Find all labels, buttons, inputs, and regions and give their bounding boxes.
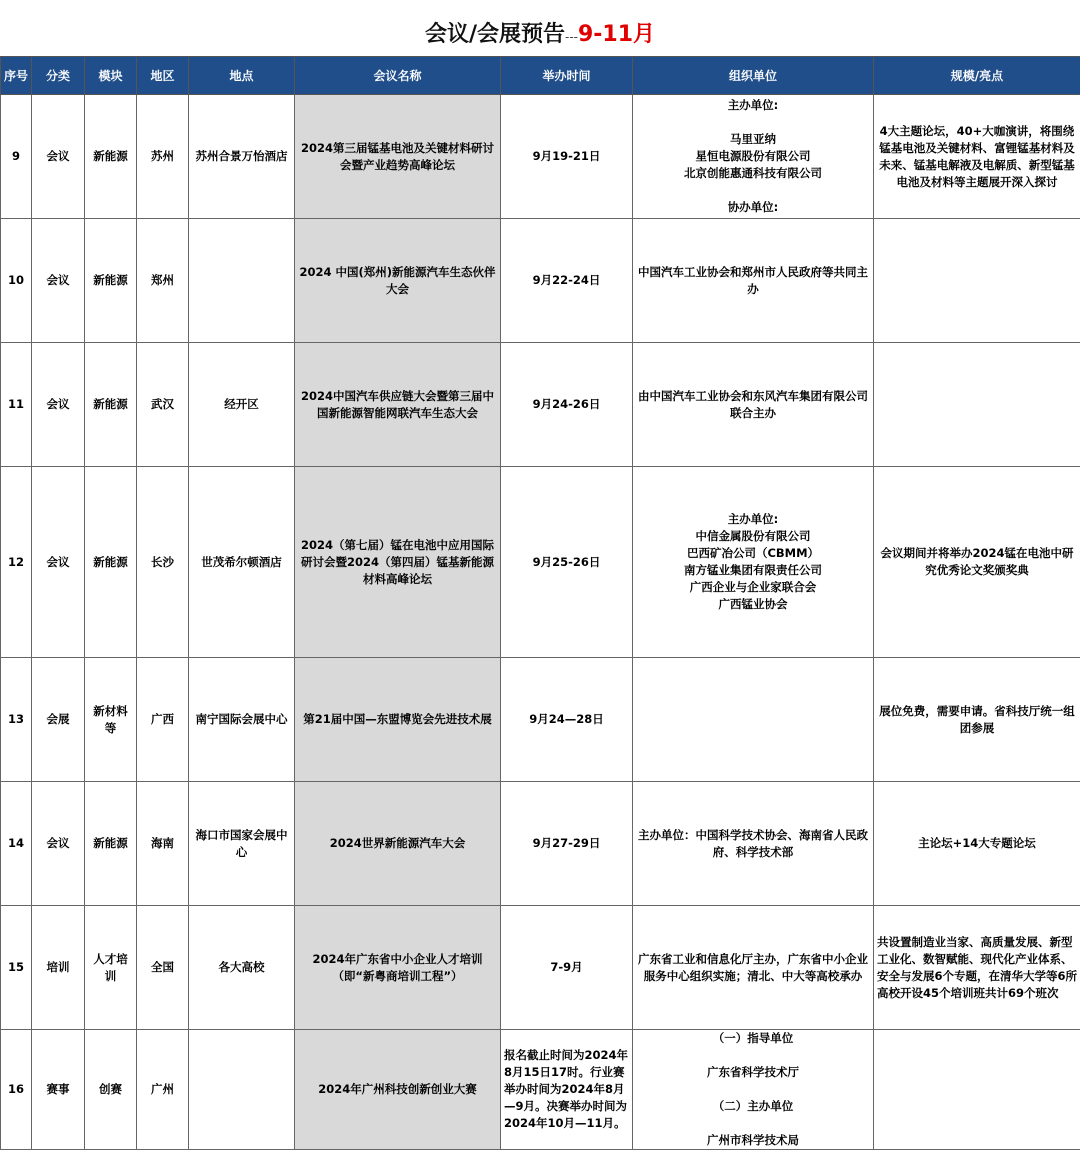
- cell-org: 中国汽车工业协会和郑州市人民政府等共同主办: [633, 219, 874, 343]
- cell-module: 新材料等: [85, 658, 137, 782]
- cell-module: 新能源: [85, 95, 137, 219]
- cell-highlight: [874, 343, 1080, 467]
- cell-venue: 经开区: [189, 343, 295, 467]
- col-header-highlight: 规模/亮点: [874, 57, 1080, 95]
- cell-venue: 苏州合景万怡酒店: [189, 95, 295, 219]
- cell-module: 创赛: [85, 1030, 137, 1150]
- org-line: [636, 1115, 870, 1132]
- cell-org: 由中国汽车工业协会和东风汽车集团有限公司联合主办: [633, 343, 874, 467]
- cell-module: 新能源: [85, 219, 137, 343]
- cell-module: 新能源: [85, 782, 137, 906]
- col-header-venue: 地点: [189, 57, 295, 95]
- cell-category: 会议: [32, 467, 85, 658]
- cell-region: 海南: [137, 782, 189, 906]
- cell-module: 新能源: [85, 467, 137, 658]
- cell-org: [633, 95, 874, 219]
- cell-time: 9月22-24日: [501, 219, 633, 343]
- org-line: 巴西矿冶公司（CBMM）: [686, 546, 820, 560]
- col-header-module: 模块: [85, 57, 137, 95]
- cell-no: 11: [1, 343, 32, 467]
- cell-module: 新能源: [85, 343, 137, 467]
- cell-no: 10: [1, 219, 32, 343]
- org-line: 北京创能惠通科技有限公司: [684, 166, 822, 180]
- cell-no: 14: [1, 782, 32, 906]
- org-line: [636, 1047, 870, 1064]
- col-header-org: 组织单位: [633, 57, 874, 95]
- org-line: （一）指导单位: [712, 1031, 794, 1045]
- cell-name: 2024（第七届）锰在电池中应用国际研讨会暨2024（第四届）锰基新能源材料高峰论坛: [295, 467, 501, 658]
- org-line: 广东省科学技术厅: [707, 1065, 799, 1079]
- org-line: 广州市科学技术局: [707, 1133, 799, 1147]
- cell-name: 2024年广东省中小企业人才培训（即“新粤商培训工程”）: [295, 906, 501, 1030]
- table-row: [1, 343, 1080, 467]
- col-header-time: 举办时间: [501, 57, 633, 95]
- cell-highlight: 会议期间并将举办2024锰在电池中研究优秀论文奖颁奖典: [874, 467, 1080, 658]
- org-line: 广西企业与企业家联合会: [689, 580, 817, 594]
- col-header-region: 地区: [137, 57, 189, 95]
- cell-time: 9月27-29日: [501, 782, 633, 906]
- org-line: （二）主办单位: [712, 1099, 794, 1113]
- cell-time: 9月24—28日: [501, 658, 633, 782]
- org-line: 主办单位:: [727, 98, 779, 112]
- cell-category: 会议: [32, 219, 85, 343]
- cell-no: 12: [1, 467, 32, 658]
- org-line: 中信金属股份有限公司: [695, 529, 811, 543]
- table-row: [1, 782, 1080, 906]
- cell-no: 16: [1, 1030, 32, 1150]
- cell-category: 会议: [32, 782, 85, 906]
- cell-venue: 各大高校: [189, 906, 295, 1030]
- title-main: 会议/会展预告: [424, 22, 565, 47]
- cell-category: 培训: [32, 906, 85, 1030]
- cell-region: 全国: [137, 906, 189, 1030]
- cell-region: 广州: [137, 1030, 189, 1150]
- table-row: [1, 95, 1080, 219]
- org-line: 星恒电源股份有限公司: [695, 149, 811, 163]
- cell-region: 广西: [137, 658, 189, 782]
- cell-region: 苏州: [137, 95, 189, 219]
- cell-name: 2024年广州科技创新创业大赛: [295, 1030, 501, 1150]
- title-months: 9-11月: [577, 22, 656, 47]
- cell-org: [633, 658, 874, 782]
- title-separator: ---: [564, 30, 578, 44]
- col-header-name: 会议名称: [295, 57, 501, 95]
- org-line: [636, 114, 870, 131]
- cell-venue: [189, 219, 295, 343]
- cell-name: 第21届中国—东盟博览会先进技术展: [295, 658, 501, 782]
- org-line: 马里亚纳: [730, 132, 776, 146]
- table-row: [1, 658, 1080, 782]
- header-row: [1, 57, 1080, 95]
- cell-highlight: [874, 219, 1080, 343]
- org-line: 南方锰业集团有限责任公司: [684, 563, 822, 577]
- cell-venue: [189, 1030, 295, 1150]
- cell-highlight: [874, 1030, 1080, 1150]
- org-line: 协办单位:: [727, 200, 779, 214]
- cell-time: 9月25-26日: [501, 467, 633, 658]
- cell-venue: 南宁国际会展中心: [189, 658, 295, 782]
- cell-time: 7-9月: [501, 906, 633, 1030]
- cell-name: 2024 中国(郑州)新能源汽车生态伙伴大会: [295, 219, 501, 343]
- cell-org: 主办单位：中国科学技术协会、海南省人民政府、科学技术部: [633, 782, 874, 906]
- org-line: 广西锰业协会: [718, 597, 788, 611]
- cell-venue: 世茂希尔顿酒店: [189, 467, 295, 658]
- org-line: [636, 1081, 870, 1098]
- table-row: [1, 906, 1080, 1030]
- cell-highlight: 共设置制造业当家、高质量发展、新型工业化、数智赋能、现代化产业体系、安全与发展6个专题，在清华大学等6所高校开设45个培训班共计69个班次: [874, 906, 1080, 1030]
- cell-category: 会议: [32, 95, 85, 219]
- cell-highlight: 主论坛+14大专题论坛: [874, 782, 1080, 906]
- table-row: [1, 1030, 1080, 1150]
- page-title: [0, 0, 1080, 56]
- cell-time: 9月24-26日: [501, 343, 633, 467]
- org-line: [636, 182, 870, 199]
- table-row: [1, 467, 1080, 658]
- cell-name: 2024第三届锰基电池及关键材料研讨会暨产业趋势高峰论坛: [295, 95, 501, 219]
- cell-time: 9月19-21日: [501, 95, 633, 219]
- table-row: [1, 219, 1080, 343]
- cell-org: 广东省工业和信息化厅主办，广东省中小企业服务中心组织实施；清北、中大等高校承办: [633, 906, 874, 1030]
- events-table: [0, 56, 1080, 1150]
- cell-name: 2024世界新能源汽车大会: [295, 782, 501, 906]
- cell-region: 长沙: [137, 467, 189, 658]
- cell-time: 报名截止时间为2024年8月15日17时。行业赛举办时间为2024年8月—9月。决赛举办时间为2024年10月—11月。: [501, 1030, 633, 1150]
- cell-no: 15: [1, 906, 32, 1030]
- col-header-no: 序号: [1, 57, 32, 95]
- cell-no: 9: [1, 95, 32, 219]
- cell-org: [633, 467, 874, 658]
- cell-region: 郑州: [137, 219, 189, 343]
- cell-highlight: 展位免费，需要申请。省科技厅统一组团参展: [874, 658, 1080, 782]
- cell-no: 13: [1, 658, 32, 782]
- cell-module: 人才培训: [85, 906, 137, 1030]
- cell-venue: 海口市国家会展中心: [189, 782, 295, 906]
- cell-category: 会展: [32, 658, 85, 782]
- cell-name: 2024中国汽车供应链大会暨第三届中国新能源智能网联汽车生态大会: [295, 343, 501, 467]
- cell-org: [633, 1030, 874, 1150]
- cell-region: 武汉: [137, 343, 189, 467]
- col-header-category: 分类: [32, 57, 85, 95]
- org-line: 主办单位:: [727, 512, 779, 526]
- cell-category: 赛事: [32, 1030, 85, 1150]
- cell-category: 会议: [32, 343, 85, 467]
- cell-highlight: 4大主题论坛，40+大咖演讲，将围绕锰基电池及关键材料、富锂锰基材料及未来、锰基电解液及电解质、新型锰基电池及材料等主题展开深入探讨: [874, 95, 1080, 219]
